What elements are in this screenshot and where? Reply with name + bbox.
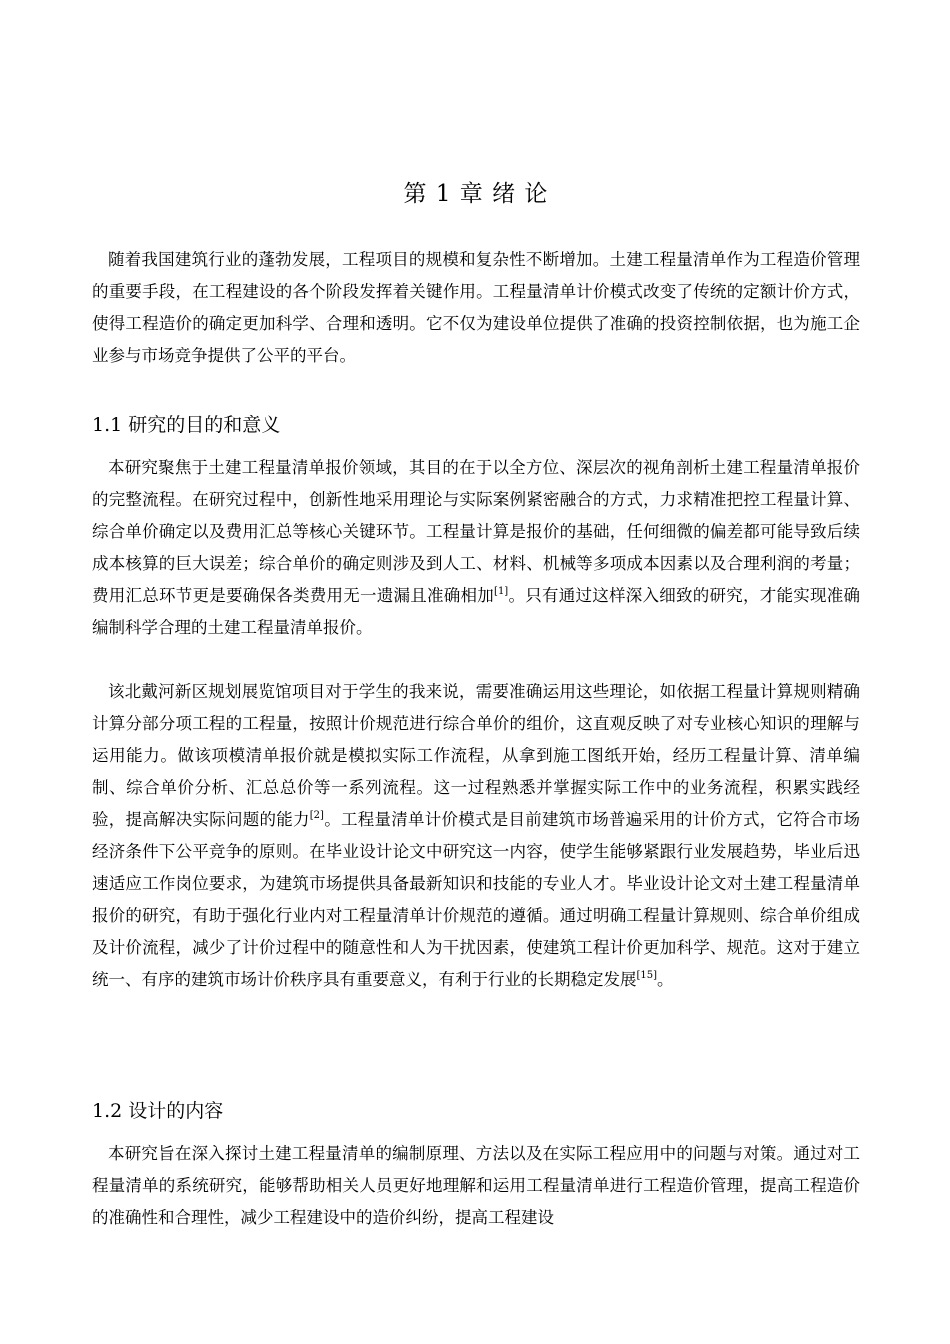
- paragraph-text: 本研究聚焦于土建工程量清单报价领域，其目的在于以全方位、深层次的视角剖析土建工程量清单报价的完整流程。在研究过程中，创新性地采用理论与实际案例紧密融合的方式，力求精准把控工程量计算、综合单价确定以及费用汇总等核心关键环节。工程量计算是报价的基础，任何细微的偏差都可能导致后续成本核算的巨大误差；综合单价的确定则涉及到人工、材料、机械等多项成本因素以及合理利润的考量；费用汇总环节更是要确保各类费用无一遗漏且准确相加: [92, 458, 860, 605]
- section-heading-1-1: 1.1 研究的目的和意义: [92, 414, 281, 436]
- section-1-1-paragraph-1: [92, 452, 860, 644]
- intro-paragraph: 随着我国建筑行业的蓬勃发展，工程项目的规模和复杂性不断增加。土建工程量清单作为工程造价管理的重要手段，在工程建设的各个阶段发挥着关键作用。工程量清单计价模式改变了传统的定额计价方式，使得工程造价的确定更加科学、合理和透明。它不仅为建设单位提供了准确的投资控制依据，也为施工企业参与市场竞争提供了公平的平台。: [92, 250, 860, 365]
- paragraph-text: 。: [657, 970, 674, 989]
- citation-ref: [1]: [494, 586, 509, 597]
- paragraph-text: 该北戴河新区规划展览馆项目对于学生的我来说，需要准确运用这些理论，如依据工程量计算规则精确计算分部分项工程的工程量，按照计价规范进行综合单价的组价，这直观反映了对专业核心知识的理解与运用能力。做该项模清单报价就是模拟实际工作流程，从拿到施工图纸开始，经历工程量计算、清单编制、综合单价分析、汇总总价等一系列流程。这一过程熟悉并掌握实际工作中的业务流程，积累实践经验，提高解决实际问题的能力: [92, 682, 860, 829]
- section-1-2-paragraph-1: 本研究旨在深入探讨土建工程量清单的编制原理、方法以及在实际工程应用中的问题与对策。通过对工程量清单的系统研究，能够帮助相关人员更好地理解和运用工程量清单进行工程造价管理，提高工程造价的准确性和合理性，减少工程建设中的造价纠纷，提高工程建设: [92, 1144, 860, 1227]
- chapter-title: 第 1 章 绪 论: [403, 181, 549, 207]
- section-1-1-paragraph-2: [92, 676, 860, 996]
- citation-ref: [2]: [309, 810, 324, 821]
- paragraph-text: 。工程量清单计价模式是目前建筑市场普遍采用的计价方式，它符合市场经济条件下公平竞争的原则。在毕业设计论文中研究这一内容，使学生能够紧跟行业发展趋势，毕业后迅速适应工作岗位要求，为建筑市场提供具备最新知识和技能的专业人才。毕业设计论文对土建工程量清单报价的研究，有助于强化行业内对工程量清单计价规范的遵循。通过明确工程量计算规则、综合单价组成及计价流程，减少了计价过程中的随意性和人为干扰因素，使建筑工程计价更加科学、规范。这对于建立统一、有序的建筑市场计价秩序具有重要意义，有利于行业的长期稳定发展: [92, 810, 861, 989]
- paragraph-text: 。只有通过这样深入细致的研究，才能实现准确编制科学合理的土建工程量清单报价。: [92, 586, 861, 637]
- section-heading-1-2: 1.2 设计的内容: [92, 1100, 224, 1122]
- citation-ref: [15]: [636, 970, 658, 981]
